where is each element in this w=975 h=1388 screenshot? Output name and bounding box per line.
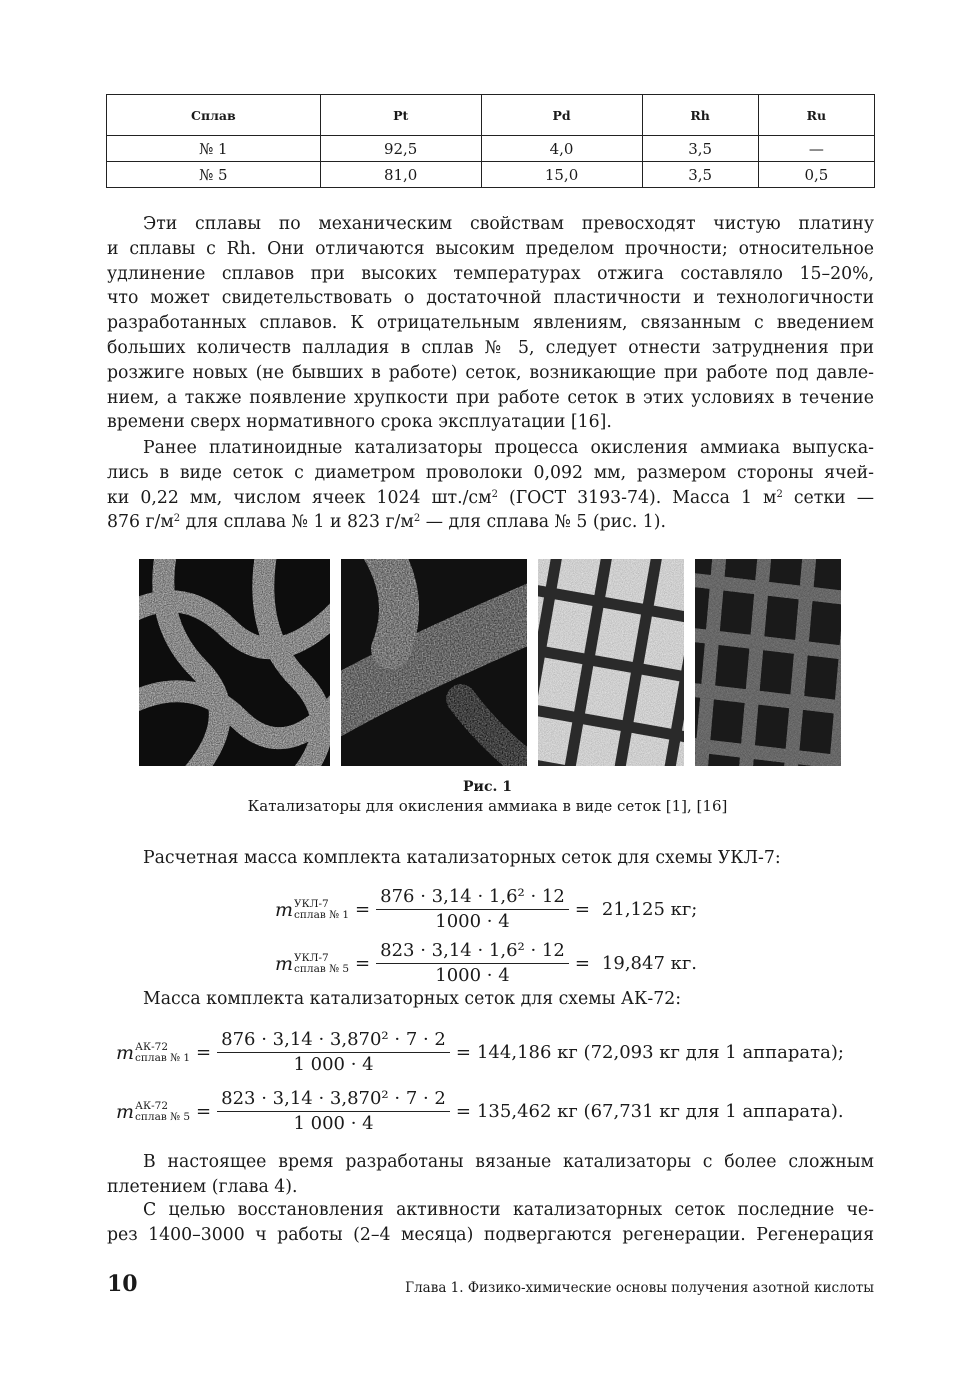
text-line: больших количеств палладия в сплав № 5, следует отнести затруднения при xyxy=(107,337,874,358)
formula-variable: m xyxy=(275,952,294,975)
gauze-photo-new-mesh xyxy=(538,559,684,766)
gauze-photo-wire-surface xyxy=(341,559,527,766)
text-line: розжиге новых (не бывших в работе) сеток, возникающие при работе под давле- xyxy=(107,362,874,383)
formula-superscript: УКЛ-7 xyxy=(294,897,329,910)
formula-result: 144,186 кг (72,093 кг для 1 аппарата); xyxy=(476,1042,844,1063)
paragraph-ak72-intro xyxy=(107,987,874,1012)
table-header-cell: Rh xyxy=(642,95,758,136)
table-cell: № 5 xyxy=(107,162,321,188)
paragraph-knitted-catalysts xyxy=(107,1150,874,1200)
formula-fraction xyxy=(217,1088,450,1135)
table-row xyxy=(107,136,875,162)
formula-superscript: АК-72 xyxy=(135,1099,169,1112)
fraction-denominator: 1 000 · 4 xyxy=(293,1054,374,1075)
table-cell: 81,0 xyxy=(320,162,481,188)
fraction-numerator: 823 · 3,14 · 1,6² · 12 xyxy=(376,940,569,964)
table-header-cell: Pd xyxy=(481,95,642,136)
formula-subscript: сплав № 5 xyxy=(135,1110,191,1123)
text-line: Расчетная масса комплекта катализаторных сеток для схемы УКЛ-7: xyxy=(143,848,781,868)
formula-ukl7-alloy5 xyxy=(275,940,697,987)
formula-fraction xyxy=(217,1029,450,1076)
fraction-numerator: 876 · 3,14 · 1,6² · 12 xyxy=(376,886,569,910)
alloy-composition-table xyxy=(106,94,875,188)
equals-sign: = xyxy=(355,899,371,920)
formula-result: 19,847 кг. xyxy=(601,953,698,974)
text-line: разработанных сплавов. К отрицательным явлениям, связанным с введением xyxy=(107,313,874,334)
fraction-denominator: 1000 · 4 xyxy=(435,965,510,986)
equals-sign: = xyxy=(574,899,590,920)
text-line: лись в виде сеток с диаметром проволоки 0,092 мм, размером стороны ячей- xyxy=(107,462,874,483)
table-header-cell: Pt xyxy=(320,95,481,136)
figure-caption: Катализаторы для окисления аммиака в виде сеток [1], [16] xyxy=(247,797,728,815)
table-cell: 0,5 xyxy=(758,162,874,188)
formula-subscript: сплав № 1 xyxy=(294,908,350,921)
equals-sign: = xyxy=(196,1042,212,1063)
text-line: Масса комплекта катализаторных сеток для схемы АК-72: xyxy=(143,989,682,1009)
text-line: и сплавы с Rh. Они отличаются высоким пределом прочности; относительное xyxy=(107,238,874,259)
formula-variable: m xyxy=(275,898,294,921)
formula-superscript: УКЛ-7 xyxy=(294,951,329,964)
equals-sign: = xyxy=(196,1101,212,1122)
equals-sign: = xyxy=(455,1042,471,1063)
formula-result: 21,125 кг; xyxy=(601,899,698,920)
formula-subscript: сплав № 5 xyxy=(294,962,350,975)
text-line: ки 0,22 мм, числом ячеек 1024 $шт./см^2$ (ГОСТ 3193-74). Масса 1 $м^2$ сетки — xyxy=(107,487,874,508)
table-cell: 92,5 xyxy=(320,136,481,162)
text-line: времени сверх нормативного срока эксплуатации [16]. xyxy=(107,412,612,433)
text-line: С целью восстановления активности катализаторных сеток последние че- xyxy=(143,1200,874,1220)
text-line: рез 1400–3000 ч работы (2–4 месяца) подвергаются регенерации. Регенерация xyxy=(107,1224,874,1245)
text-line: Ранее платиноидные катализаторы процесса окисления аммиака выпуска- xyxy=(143,438,874,458)
table-cell: № 1 xyxy=(107,136,321,162)
text-line: удлинение сплавов при высоких температурах отжига составляло 15–20%, xyxy=(107,263,874,284)
table-header-row xyxy=(107,95,875,136)
table-cell: 15,0 xyxy=(481,162,642,188)
fraction-numerator: 823 · 3,14 · 3,870² · 7 · 2 xyxy=(217,1088,450,1112)
running-title: Глава 1. Физико-химические основы получения азотной кислоты xyxy=(405,1280,874,1296)
paragraph-alloy-properties xyxy=(107,212,874,435)
equals-sign: = xyxy=(355,953,371,974)
text-line: что может свидетельствовать о достаточной пластичности и технологичности xyxy=(107,288,874,309)
equals-sign: = xyxy=(455,1101,471,1122)
table-cell: — xyxy=(758,136,874,162)
fraction-denominator: 1000 · 4 xyxy=(435,911,510,932)
fraction-denominator: 1 000 · 4 xyxy=(293,1113,374,1134)
formula-fraction xyxy=(376,886,569,933)
paragraph-regeneration xyxy=(107,1198,874,1248)
figure-title: Рис. 1 xyxy=(463,779,512,795)
catalyst-gauze-figure xyxy=(139,559,841,766)
formula-superscript: АК-72 xyxy=(135,1040,169,1053)
paragraph-gauze-parameters xyxy=(107,436,874,535)
table-header-cell: Ru xyxy=(758,95,874,136)
formula-fraction xyxy=(376,940,569,987)
formula-subscript: сплав № 1 xyxy=(135,1051,191,1064)
formula-result: 135,462 кг (67,731 кг для 1 аппарата). xyxy=(476,1101,844,1122)
table-header-cell: Сплав xyxy=(107,95,321,136)
table-cell: 3,5 xyxy=(642,162,758,188)
formula-ak72-alloy5 xyxy=(116,1088,844,1135)
fraction-numerator: 876 · 3,14 · 3,870² · 7 · 2 xyxy=(217,1029,450,1053)
equals-sign: = xyxy=(574,953,590,974)
paragraph-ukl7-intro xyxy=(107,846,874,871)
text-line: 876 $г/м^2$ для сплава № 1 и 823 $г/м^2$ — для сплава № 5 (рис. 1). xyxy=(107,512,667,533)
text-line: В настоящее время разработаны вязаные катализаторы с более сложным xyxy=(143,1152,874,1172)
formula-ukl7-alloy1 xyxy=(275,886,697,933)
text-line: Эти сплавы по механическим свойствам превосходят чистую платину xyxy=(143,214,874,234)
gauze-photo-used-mesh xyxy=(695,559,841,766)
gauze-photo-woven-closeup xyxy=(139,559,330,766)
table-cell: 4,0 xyxy=(481,136,642,162)
formula-variable: m xyxy=(116,1100,135,1123)
table-row xyxy=(107,162,875,188)
formula-ak72-alloy1 xyxy=(116,1029,844,1076)
text-line: нием, а также появление хрупкости при работе сеток в этих условиях в течение xyxy=(107,387,874,408)
page-number: 10 xyxy=(107,1271,138,1297)
text-line: плетением (глава 4). xyxy=(107,1176,298,1197)
table-cell: 3,5 xyxy=(642,136,758,162)
formula-variable: m xyxy=(116,1041,135,1064)
